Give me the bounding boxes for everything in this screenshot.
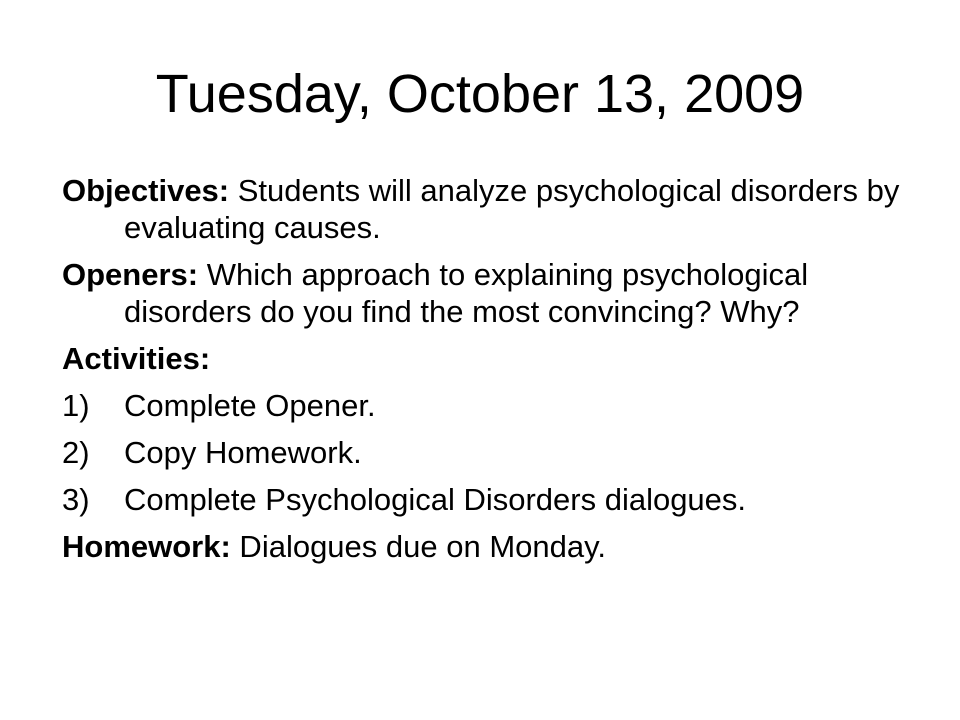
activities-heading: Activities: [62, 341, 211, 376]
activity-item [62, 387, 942, 424]
activities-list [62, 387, 942, 518]
slide-content [62, 172, 942, 575]
objectives-text: Students will analyze psychological disorders by evaluating causes. [124, 173, 900, 245]
slide-title: Tuesday, October 13, 2009 [155, 64, 805, 124]
openers-paragraph [62, 256, 942, 330]
activity-number: 3) [62, 482, 90, 517]
openers-label: Openers: [62, 257, 199, 292]
homework-text: Dialogues due on Monday. [230, 529, 606, 564]
activity-number: 1) [62, 388, 90, 423]
activity-text: Copy Homework. [124, 435, 362, 470]
objectives-label: Objectives: [62, 173, 230, 208]
homework-paragraph [62, 528, 942, 565]
openers-text: Which approach to explaining psychological disorders do you find the most convincing? Why? [124, 257, 809, 329]
homework-label: Homework: [62, 529, 231, 564]
activity-item [62, 481, 942, 518]
activity-item [62, 434, 942, 471]
objectives-paragraph [62, 172, 942, 246]
activity-number: 2) [62, 435, 90, 470]
activity-text: Complete Opener. [124, 388, 376, 423]
activity-text: Complete Psychological Disorders dialogues. [124, 482, 747, 517]
